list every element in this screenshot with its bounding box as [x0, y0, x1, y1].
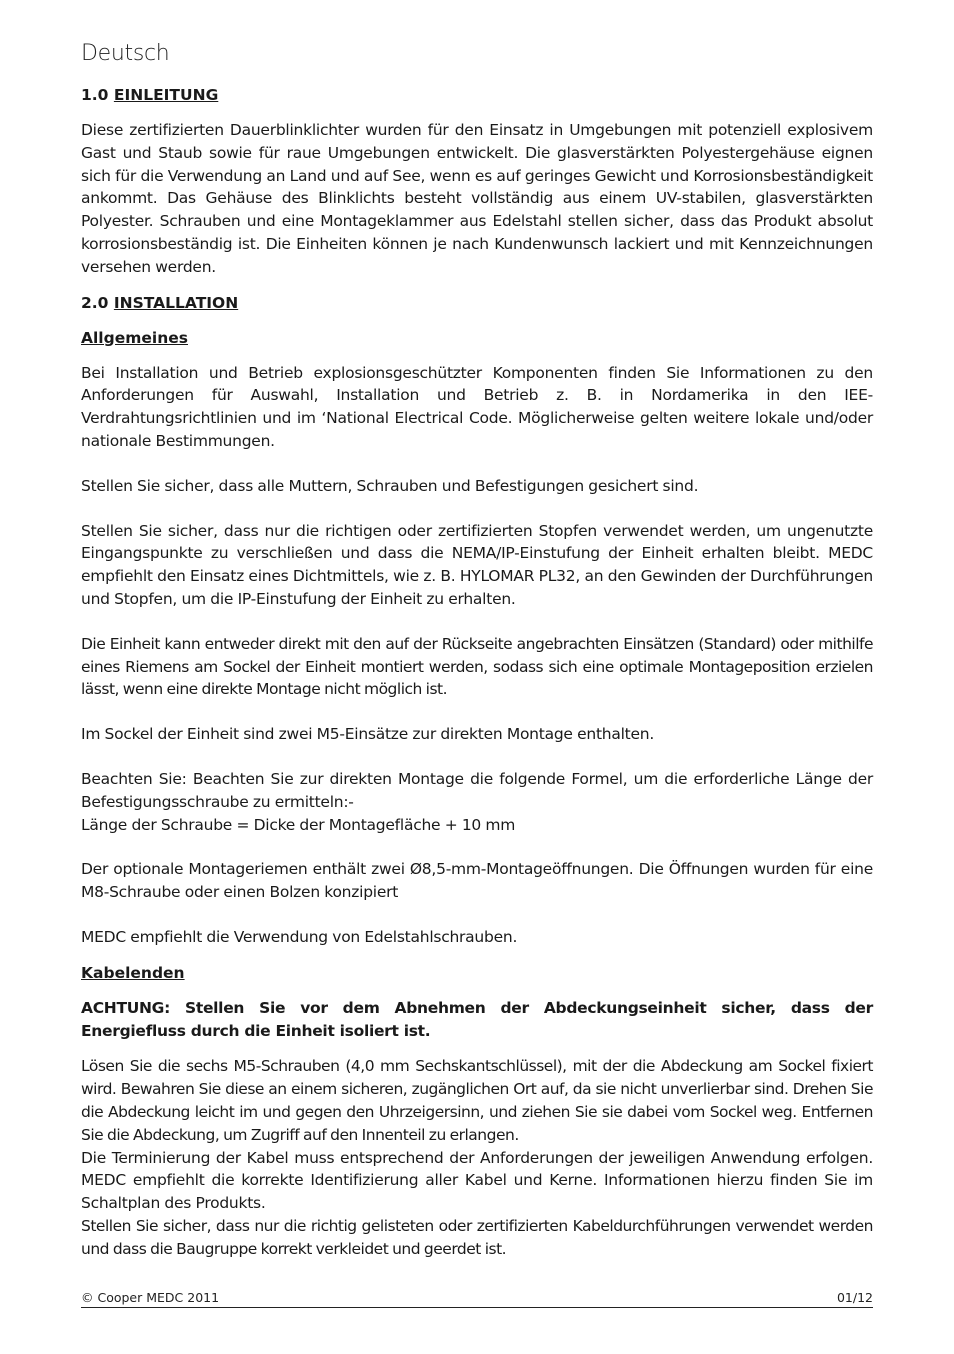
section-title: EINLEITUNG: [113, 86, 219, 104]
section-title: INSTALLATION: [113, 293, 239, 312]
warning-text: ACHTUNG: Stellen Sie vor dem Abnehmen der Abdeckungseinheit sicher, dass der Energiefluss durch die Einheit isoliert ist.: [81, 998, 873, 1040]
subheading-cable-ends: Kabelenden: [81, 963, 185, 982]
page-number: 01/12: [836, 1290, 873, 1305]
paragraph: Stellen Sie sicher, dass alle Muttern, Schrauben und Befestigungen gesichert sind.: [81, 476, 699, 495]
paragraph: Die Einheit kann entweder direkt mit den auf der Rückseite angebrachten Einsätzen (Standard) oder mithilfe eines Riemens am Sockel der Einheit montiert werden, sodass sich eine optimale Montageposition erzielen lässt, wenn eine direkte Montage nicht möglich ist.: [81, 634, 873, 699]
formula-line: Länge der Schraube = Dicke der Montagefläche + 10 mm: [81, 815, 516, 834]
subheading-general: Allgemeines: [81, 328, 188, 347]
paragraph: Die Terminierung der Kabel muss entsprechend der Anforderungen der jeweiligen Anwendung erfolgen. MEDC empfiehlt die korrekte Identifizierung aller Kabel und Kerne. Informationen hierzu finden Sie im Schaltplan des Produkts.: [81, 1148, 873, 1213]
paragraph: Stellen Sie sicher, dass nur die richtig gelisteten oder zertifizierten Kabeldurchführungen verwendet werden und dass die Baugruppe korrekt verkleidet und geerdet ist.: [81, 1216, 873, 1258]
paragraph: Lösen Sie die sechs M5-Schrauben (4,0 mm Sechskantschlüssel), mit der die Abdeckung am Sockel fixiert wird. Bewahren Sie diese an einem sicheren, zugänglichen Ort auf, da sie nicht unverlierbar sind. Drehen Sie die Abdeckung leicht im und gegen den Uhrzeigersinn, und ziehen Sie sie dabei vom Sockel weg. Entfernen Sie die Abdeckung, um Zugriff auf den Innenteil zu erlangen.: [81, 1057, 873, 1144]
footer-divider: [81, 1307, 873, 1308]
section-number: 1.0: [81, 86, 109, 104]
section-number: 2.0: [81, 293, 109, 312]
paragraph: Bei Installation und Betrieb explosionsgeschützter Komponenten finden Sie Informationen zu den Anforderungen für Auswahl, Installation und Betrieb z. B. in Nordamerika in den IEE-Verdrahtungsrichtlinien und im ‘National Electrical Code. Möglicherweise gelten weitere lokale und/oder nationale Bestimmungen.: [81, 363, 873, 450]
paragraph: Stellen Sie sicher, dass nur die richtigen oder zertifizierten Stopfen verwendet werden, um ungenutzte Eingangspunkte zu verschließen und dass die NEMA/IP-Einstufung der Einheit erhalten bleibt. MEDC empfiehlt den Einsatz eines Dichtmittels, wie z. B. HYLOMAR PL32, an den Gewinden der Durchführungen und Stopfen, um die IP-Einstufung der Einheit zu erhalten.: [81, 521, 873, 608]
paragraph: MEDC empfiehlt die Verwendung von Edelstahlschrauben.: [81, 927, 518, 946]
section-heading-introduction: [81, 84, 873, 106]
section-heading-installation: [81, 292, 873, 314]
introduction-paragraph: Diese zertifizierten Dauerblinklichter wurden für den Einsatz in Umgebungen mit potenziell explosivem Gast und Staub sowie für raue Umgebungen entwickelt. Die glasverstärkten Polyestergehäuse eignen sich für die Verwendung an Land und auf See, wenn es auf geringes Gewicht und Korrosionsbeständigkeit ankommt. Das Gehäuse des Blinklichts besteht vollständig aus einem UV-stabilen, glasverstärkten Polyester. Schrauben und eine Montageklammer aus Edelstahl stellen sicher, dass das Produkt absolut korrosionsbeständig ist. Die Einheiten können je nach Kundenwunsch lackiert und mit Kennzeichnungen versehen werden.: [81, 121, 873, 276]
paragraph: Der optionale Montageriemen enthält zwei Ø8,5-mm-Montageöffnungen. Die Öffnungen wurden für eine M8-Schraube oder einen Bolzen konzipiert: [81, 860, 873, 902]
document-body: [81, 84, 873, 1260]
copyright-text: © Cooper MEDC 2011: [81, 1290, 220, 1305]
paragraph: Im Sockel der Einheit sind zwei M5-Einsätze zur direkten Montage enthalten.: [81, 725, 655, 744]
language-label: Deutsch: [81, 41, 170, 66]
paragraph: Beachten Sie: Beachten Sie zur direkten Montage die folgende Formel, um die erforderliche Länge der Befestigungsschraube zu ermitteln:-: [81, 769, 873, 811]
